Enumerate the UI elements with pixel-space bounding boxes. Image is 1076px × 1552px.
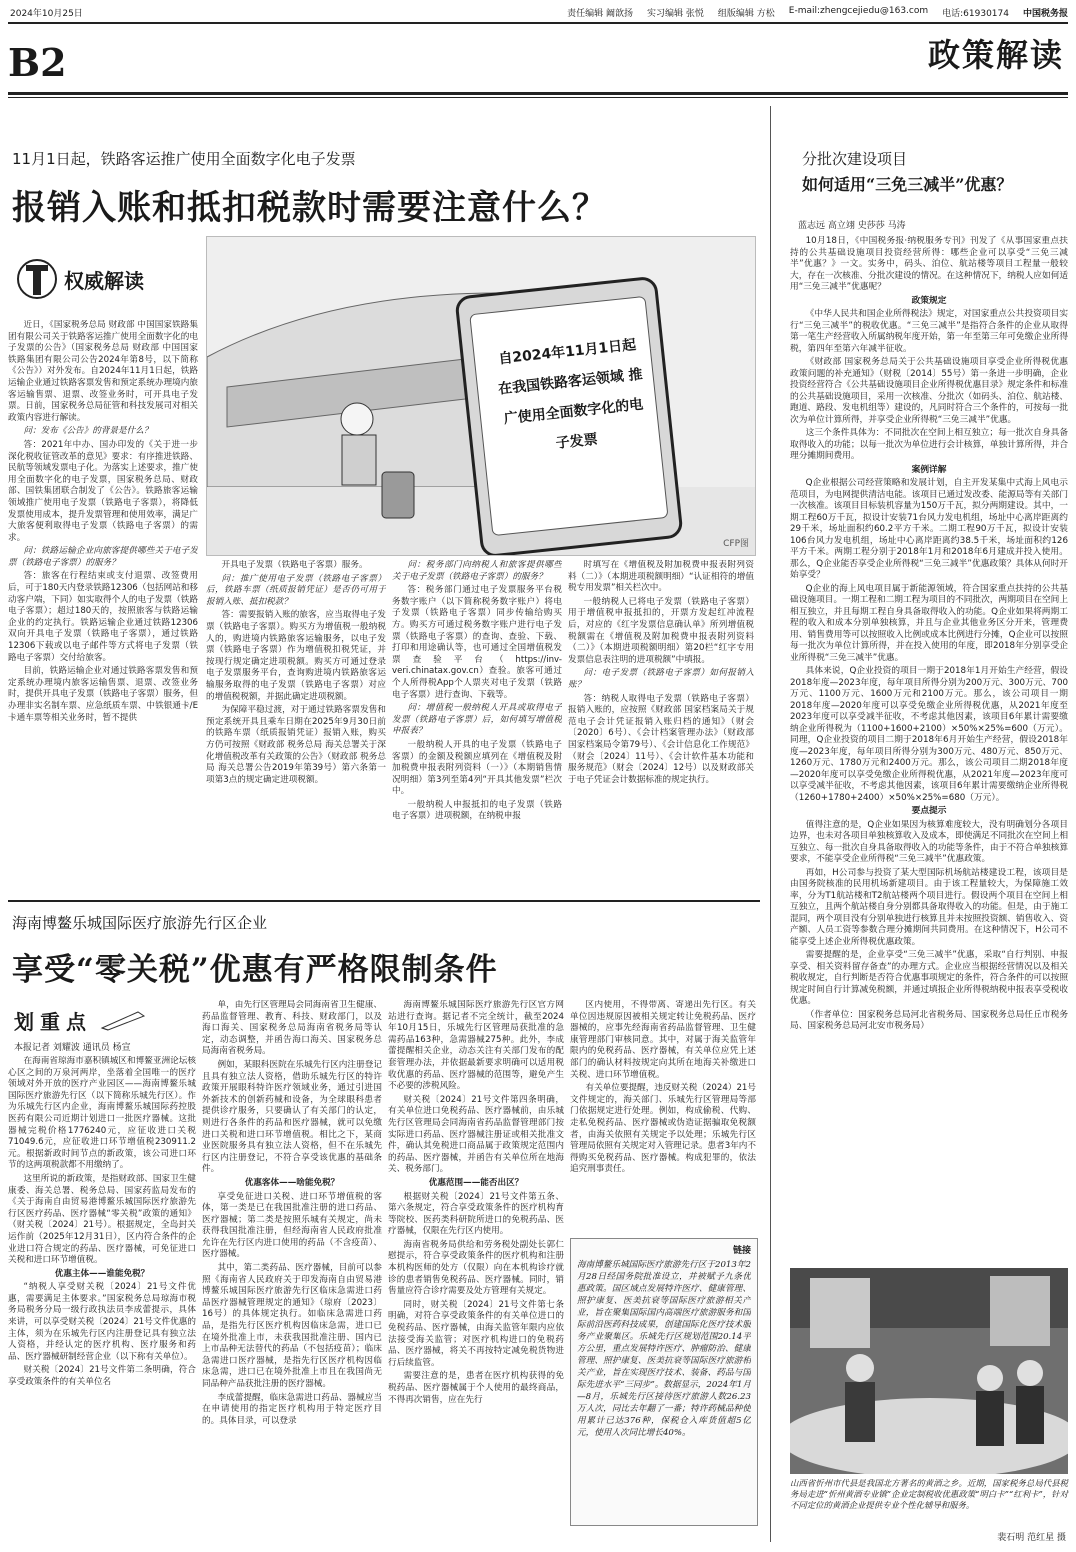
a3-c1-p1: 在海南省琼海市嘉积镇城区和博鳌亚洲论坛核心区之间的万泉河两岸，坐落着全国唯一的医疗领域对外开放的医疗产业园区——海南博鳌乐城国际医疗旅游先行区（以下简称乐城先行区）。作为乐城先行区内企业，海南博鳌乐城国际药控股医药有限公司近期计划进口一批医疗器械。这批器械完税价格1776240元，应征收进口关税71049.6元，应征收进口环节增值税230911.2元。根据新政时间节点的新政策，该公司进口环节的这两项税款都不用缴纳了。 — [8, 1056, 196, 1171]
a3-c3-p5: 同时，财关税〔2024〕21号文件第七条明确，对符合享受政策条件的有关单位进口的免税药品、医疗器械，由海关监管年限内应依法接受海关监管；对医疗机构进口的免税药品、医疗器械，将关不再按特定减免税货物进行后续监管。 — [388, 1299, 564, 1368]
proof-credit: 实习编辑 张悦 — [647, 9, 704, 19]
article2-body — [790, 236, 1068, 1252]
phone-contact: 电话:61930174 — [942, 9, 1009, 19]
a3-c2-p1: 单，由先行区管理局会同海南省卫生健康、药品监督管理、教育、科技、财政部门，以及海口海关、国家税务总局海南省税务局等认定，动态调整，并函告海口海关、国家税务总局海南省税务局。 — [202, 1000, 382, 1057]
section-title: 政策解读 — [927, 36, 1064, 74]
article3-column-4 — [570, 1000, 756, 1232]
a1-c3-p2: 一般纳税人开具的电子发票（铁路电子客票）的金额及税额应填列在《增值税及附加税费申报表附列资料（一）》（本期销售情况明细）第3列至第4列“开具其他发票”栏次中。 — [392, 739, 562, 797]
a3-c1-p2: 这里所说的新政策，是指财政部、国家卫生健康委、海关总署、税务总局、国家药监局发布的《关于海南自由贸易港博鳌乐城国际医疗旅游先行区医疗药品、医疗器械“零关税”政策的通知》（财关税〔2024〕21号）。根据规定，全岛封关运作前（2025年12月31日），区内符合条件的企业进口符合规定的药品、医疗器械，可免征进口关税和进口环节增值税。 — [8, 1173, 196, 1266]
a2-subhead-tips: 要点提示 — [911, 806, 947, 816]
a3-c4-p2: 有关单位要提醒，违反财关税（2024）21号文件规定的，海关部门、乐城先行区管理局等部门依据规定进行处理。例如，构成偷税、代购、走私免税药品、医疗器械或伪造证据骗取免税额者，由海关依照有关规定予以处理；乐城先行区管理局依照有关规定对入管理记录。患者3年内不得购买免税药品、医疗器械。构成犯罪的，依法追究刑事责任。 — [570, 1083, 756, 1175]
a1-c1-p4: 目前，铁路运输企业对通过铁路客票发售和预定系统办理境内旅客运输售票、退票、改签业务时，提供开具电子发票（铁路电子客票）服务，但办理非实名制车票、应急纸质车票、中铁银通卡/E卡通车票等相关业务时，暂不提供 — [8, 666, 198, 723]
header-rule-thin — [8, 97, 1068, 98]
page-number — [8, 40, 70, 86]
a2-p10: 需要提醒的是，企业享受“三免三减半”优惠，采取“自行判别、申报享受、相关资料留存备查”的办理方式。企业应当根据经营情况以及相关税收规定，自行判断是否符合优惠事项规定的条件，符合条件的可以按照规定时间自行计算减免税额，并通过填报企业所得税纳税申报表享受税收优惠。 — [790, 950, 1068, 1006]
a3-c3-p2: 财关税〔2024〕21号文件第四条明确，有关单位进口免税药品、医疗器械前，由乐城先行区管理局会同海南省药品监督管理部门按实际进口药品、医疗器械注册证或相关批准文件，确认其免税进口商品属于政策规定范围内的药品、医疗器械，并函告有关单位所在地海关、税务部门。 — [388, 1094, 564, 1175]
a2-subhead-policy: 政策规定 — [911, 295, 947, 306]
a3-c2-p4: 其中，第二类药品、医疗器械，目前可以参照《海南省人民政府关于印发海南自由贸易港博鳌乐城国际医疗旅游先行区临床急需进口药品医疗器械管理规定的通知》（琼府〔2023〕16号）的具体规定执行。如临床急需进口药品，是指先行区医疗机构因临床急需，进口已在境外批准上市，未获我国批准注册、国内已上市品种无法替代的药品（不包括疫苗）；临床急需进口医疗器械，是指先行区医疗机构因临床急需，进口已在境外批准上市且在我国尚无同品种产品获批注册的医疗器械。 — [202, 1263, 382, 1389]
a1-c2-p2: 答：需要报销入账的旅客，应当取得电子发票（铁路电子客票）。购买方为增值税一般纳税人的，购进境内铁路旅客运输服务，以电子发票（铁路电子客票）作为增值税扣税凭证，并按现行规定确定进项税额。购买方可通过登录电子发票服务平台，查询购进境内铁路旅客运输服务取得的电子发票（铁路电子客票）对应的增值税税额，并据此确定进项税额。 — [206, 610, 386, 702]
a1-c2-q1: 问：推广使用电子发票（铁路电子客票）后，铁路车票（纸质报销凭证）是否仍可用于报销入账、抵扣税款？ — [206, 573, 386, 607]
photo-caption: 山西省忻州市代县是我国北方著名的黄酒之乡。近期，国家税务总局代县税务局走进“忻州黄酒专业镇”企业定制税收优惠政策“明白卡”“红利卡”，针对不同定位的黄酒企业提供专业个性化辅导和服务。 — [790, 1478, 1068, 1510]
a2-p9: 再如，H公司参与投资了某大型国际机场航站楼建设工程，该项目是由国务院核准的民用机场新建项目。由于该工程量较大，为保障施工效率，分为T1航站楼和T2航站楼两个项目进行。假设两个项目在空间上相互独立，且两个航站楼自身分别都具备取得收入的功能。但是，由于施工混同，两个项目没有分别单独进行核算且并未按照投资额、销售收入、资产额、人员工资等参数合理分摊期间共同费用。在这种情况下，H公司不能享受上述企业所得税优惠政策。 — [790, 867, 1068, 947]
article3-headline: 享受“零关税”优惠有严格限制条件 — [12, 952, 498, 988]
article2-authors: 蓝志远 高立翊 史莎莎 马涛 — [798, 221, 906, 231]
a1-c1-p2: 答：2021年中办、国办印发的《关于进一步深化税收征管改革的意见》要求：有序推进铁路、民航等领域发票电子化。为落实上述要求，推广使用全面数字化的电子发票，国家税务总局、财政部、国铁集团联合制发了《公告》。铁路旅客运输领域推广使用电子发票（铁路电子客票），将降低发票使用成本，提升发票管理和使用效率，满足广大旅客便利取得电子发票（铁路电子客票）的需求。 — [8, 439, 198, 543]
illustration-credit: CFP图 — [723, 539, 749, 549]
a3-c2-subhead: 优惠客体——啥能免税？ — [244, 1177, 340, 1188]
news-photo — [790, 1268, 1068, 1474]
a2-p1: 10月18日，《中国税务报·纳税服务专刊》刊发了《从事国家重点扶持的公共基础设施项目投资经营所得：哪些企业可以享受“三免三减半”优惠？》一文。实务中，码头、泊位、航站楼等项目工程量一般较大，存在一次核准、分批次建设的情况。在这种情况下，纳税人应如何适用“三免三减半”优惠呢？ — [790, 236, 1068, 292]
article1-headline: 报销入账和抵扣税款时需要注意什么？ — [12, 188, 607, 228]
a3-c3-p3: 根据财关税〔2024〕21号文件第五条、第六条规定，符合享受政策条件的医疗机构育等院校、医药类科研院所进口的免税药品、医疗器械，仅限在先行区内使用。 — [388, 1191, 564, 1237]
a2-p2: 《中华人民共和国企业所得税法》规定，对国家重点公共投资项目实行“三免三减半”的税收优惠。“三免三减半”是指符合条件的企业从取得第一笔生产经营收入所属纳税年度开始，第一年至第三年可免缴企业所得税，第四年至第六年减半征收。 — [790, 309, 1068, 354]
top-rule — [8, 22, 1068, 24]
brewery-photo-image — [790, 1268, 1068, 1474]
article1-column-2 — [206, 560, 386, 892]
a3-c3-subhead: 优惠范围——能否出区？ — [428, 1177, 524, 1188]
a2-p11: （作者单位：国家税务总局河北省税务局、国家税务总局任丘市税务局、国家税务总局河北安市税务局） — [790, 1009, 1068, 1031]
related-link-box — [570, 1238, 758, 1526]
a1-c3-p3: 一般纳税人申报抵扣的电子发票（铁路电子客票）进项税额，在纳税申报 — [392, 799, 562, 822]
related-link-body: 海南博鳌乐城国际医疗旅游先行区于2013年2月28日经国务院批准设立，并被赋予九条优惠政策。国区域点发展特许医疗、健康管理、照护康复、医美抗衰等国际医疗旅游相关产业，旨在聚集国际国内高端医疗旅游服务和国际前沿医药科技成果，创建国际化医疗技术服务产业聚集区。乐城先行区规划范围20.14平方公里，重点发展特许医疗、肿瘤防治、健康管理、照护康复、医美抗衰等国际医疗旅游相关产业，旨在实现医疗技术、装备、药品与国际先进水平“三同步”。数据显示，2024年1月—8月，乐城先行区接待医疗旅游人数26.23万人次，同比去年翻了一番；特许药械品种使用累计已达376种，保税仓入库货值超5亿元，使用人次同比增长40%。 — [577, 1260, 751, 1438]
column-logo-authority — [16, 255, 166, 303]
column-logo-label: 权威解读 — [64, 268, 144, 293]
a2-p4: 这三个条件具体为：不同批次在空间上相互独立；每一批次自身具备取得收入的功能；以每一批次为单位进行会计核算，单独计算所得，并合理分摊期间费用。 — [790, 428, 1068, 461]
a3-c2-p3: 享受免征进口关税、进口环节增值税的客体，第一类是已在我国批准注册的进口药品、医疗器械；第二类是按照乐城有关规定，尚未获得我国批准注册，但经海南省人民政府批准允许在先行区内进口使用的药品（不含疫苗）、医疗器械。 — [202, 1191, 382, 1260]
a1-c1-q2: 问：铁路运输企业向旅客提供哪些关于电子发票（铁路电子客票）的服务？ — [8, 546, 198, 568]
a2-p5: Q企业根据公司经营策略和发展计划，自主开发某集中式海上风电示范项目，为电网提供清洁电能。该项目已通过发改委、能源局等有关部门一次核准。该项目目标装机容量为150万千瓦，拟分两期建设。其中，一期工程60万千瓦，拟设计安装71台风力发电机组，场址中心离岸距离约29千米，场址面积约60.2平方千米。二期工程90万千瓦，拟设计安装106台风力发电机组，场址中心离岸距离约38.5千米，场址面积约126平方千米。两期工程分别于2018年1月和2018年6月建成并投入使用。那么，Q企业能否享受企业所得税“三免三减半”优惠政策？具体从何时开始享受？ — [790, 478, 1068, 580]
a3-c3-p6: 需要注意的是，患者在医疗机构获得的免税药品、医疗器械属于个人使用的最终商品，不得再次销售，应在先行 — [388, 1371, 564, 1405]
email-contact: E-mail:zhengcejiedu@163.com — [788, 6, 929, 16]
a1-c3-q1: 问：税务部门向纳税人和旅客提供哪些关于电子发票（铁路电子客票）的服务？ — [392, 560, 562, 582]
a2-p7: 具体来说，Q企业投资的项目一期于2018年1月开始生产经营，假设2018年度—2023年度，每年项目所得分别为200万元、300万元、700万元、1100万元、1600万元和2100万元。那么，该公司项目一期2018年度—2020年度可以享受免缴企业所得税优惠，从2021年度至2023年度可以享受减半征收，不考虑其他因素，该项目6年累计需要缴纳企业所得税为（1100+1600+2100）×50%×25%=600（万元）。同理，Q企业投资的项目二期于2018年6月开始生产经营，假设2018年度—2023年度，每年项目所得分别为300万元、480万元、850万元、1260万元、1780万元和2400万元。那么，该公司项目二期2018年度—2020年度可以享受免缴企业所得税优惠，从2021年度—2023年度可以享受减半征收，不考虑其他因素，该项目6年累计需要缴纳企业所得税（1260+1780+2400）×50%×25%=680（万元）。 — [790, 666, 1068, 803]
a2-p3: 《财政部 国家税务总局关于公共基础设施项目享受企业所得税优惠政策问题的补充通知》（财税〔2014〕55号）第一条进一步明确，企业投资经营符合《公共基础设施项目企业所得税优惠目录》规定条件和标准的公共基础设施项目，采用一次核准、分批次（如码头、泊位、航站楼、跑道、路段、发电机组等）建设的，凡同时符合三个条件的，可按每一批次为单位计算所得，并享受企业所得税“三免三减半”优惠。 — [790, 357, 1068, 425]
a3-c3-p4: 海南省税务局供给和劳务税处副处长郭仁慰提示，符合享受政策条件的医疗机构和注册本机构医师的处方（仅限）向在本机构诊疗就诊的患者销售免税药品、医疗器械。同时，销售量应符合诊疗需要及处方管理有关规定。 — [388, 1239, 564, 1297]
a3-c1-p3: “纳税人享受财关税〔2024〕21号文件优惠，需要满足主体要求。”国家税务总局琼海市税务局税务分局一级行政执法员李成蕾提示，具体来讲，可以享受财关税〔2024〕21号文件优惠的主体，须为在乐城先行区内注册登记具有独立法人资格，并经认定的医疗机构、医疗服务和药品、医疗器械研制经营企业（以下称有关单位）。 — [8, 1282, 196, 1362]
a1-c1-q1: 问：发布《公告》的背景是什么？ — [23, 426, 153, 437]
a1-c2-p3: 为保障平稳过渡，对于通过铁路客票发售和预定系统开具且乘车日期在2025年9月30日前的铁路车票（纸质报销凭证）报销入账，购买方仍可按照《财政部 税务总局 海关总署关于深化增值税改革有关政策的公告》（财政部 税务总局 海关总署公告2019年第39号）第六条第一项第3点的规定确定进项税额。 — [206, 705, 386, 785]
editor-credit: 责任编辑 阚歆扬 — [567, 9, 634, 19]
issue-date: 2024年10月25日 — [10, 9, 83, 19]
column-logo-highlight — [14, 1002, 194, 1038]
paper-name: 中国税务报 — [1022, 9, 1068, 19]
article3-column-3 — [388, 1000, 564, 1526]
article1-illustration — [206, 236, 756, 556]
page-number-text: B2 — [8, 40, 67, 85]
column-logo-icon — [16, 257, 58, 301]
a1-c4-p1: 时填写在《增值税及附加税费申报表附列资料（二）》（本期进项税额明细）“认证相符的增值税专用发票”相关栏次中。 — [568, 560, 754, 594]
a3-c1-p4: 财关税〔2024〕21号文件第二条明确，符合享受政策条件的有关单位名 — [8, 1365, 196, 1388]
column-divider — [770, 106, 771, 1542]
a1-c1-p3: 答：旅客在行程结束或支付退票、改签费用后，可于180天内登录铁路12306（包括网站和移动客户端，下同）如实取得个人的电子发票（铁路电子客票）；超过180天的，按照旅客与铁路运输企业的约定执行。铁路运输企业通过铁路12306双向开具电子发票（铁路电子客票），通过铁路12306下载或以电子邮件等方式将电子发票（铁路电子客票）交付给旅客。 — [8, 571, 198, 663]
a2-subhead-case: 案例详解 — [911, 464, 947, 475]
article3-column-1 — [8, 1056, 196, 1526]
a1-c3-p1: 答：税务部门通过电子发票服务平台税务数字账户（以下简称税务数字账户）将电子发票（铁路电子客票）同步传输给购买方。购买方可通过税务数字账户进行电子发票（铁路电子客票）的查询、查验、下载、打印和用途确认等，也可通过全国增值税发票查验平台（https://inv-veri.chinatax.gov.cn）查验。旅客可通过个人所得税App个人票夹对电子发票（铁路电子客票）进行查询、下载等。 — [392, 585, 562, 700]
column-logo-highlight-label: 划重点 — [14, 1009, 92, 1034]
train-cartoon-image — [207, 237, 755, 555]
a1-c4-q1: 问：电子发票（铁路电子客票）如何报销入账？ — [568, 668, 754, 690]
article2-headline: 如何适用“三免三减半”优惠？ — [802, 175, 1013, 194]
illustration-poster-text: 自2024年11月1日起 在我国铁路客运领域 推广使用全面数字化的电子发票 — [497, 337, 645, 452]
a3-c4-p1: 区内使用，不得带离、寄递出先行区。有关单位因违规原因被相关规定转让免税药品、医疗器械的，应事先经海南省药品监督管理、卫生健康管理部门审核同意。其中，对属于海关监管年限内的免税药品、医疗器械，有关单位应凭上述部门的确认材料按规定向其所在地海关补缴进口关税、进口环节增值税。 — [570, 1000, 756, 1080]
article1-column-4 — [568, 560, 754, 892]
article1-column-1 — [8, 320, 198, 892]
article2-kicker: 分批次建设项目 — [802, 150, 908, 168]
a1-c2-p1: 开具电子发票（铁路电子客票）服务。 — [221, 560, 368, 570]
layout-credit: 组版编辑 方松 — [717, 9, 775, 19]
article3-byline: 本报记者 刘耀波 通讯员 杨宣 — [14, 1043, 131, 1053]
a1-c1-p1: 近日，《国家税务总局 财政部 中国国家铁路集团有限公司关于铁路客运推广使用全面数字化的电子发票的公告》（国家税务总局 财政部 中国国家铁路集团有限公司公告2024年第8号，以下简称《公告》）对外发布。自2024年11月1日起，铁路运输企业通过铁路客票发售和预定系统办理境内旅客运输售票、退票、改签业务时，可开具电子发票。日前，国家税务总局征管和科技发展司对相关政策内容进行解读。 — [8, 320, 198, 423]
a2-p6: Q企业的海上风电项目属于新能源领域，符合国家重点扶持的公共基础设施项目。一期工程和二期工程为项目的不同批次，两期项目在空间上相互独立，并且每期工程自身具备取得收入的功能。Q企业如果将两期工程的收入和成本分别单独核算，并且与企业其他业务区分开来，管理费用、销售费用等可以按照收入比例或成本比例进行分摊，Q企业可以按照每一批次为单位计算所得，并在投入使用的年度，即2018年分别享受企业所得税“三免三减半”优惠。 — [790, 583, 1068, 663]
article3-kicker: 海南博鳌乐城国际医疗旅游先行区企业 — [12, 914, 268, 932]
header-rule — [8, 92, 1068, 95]
a3-c3-p1: 海南博鳌乐城国际医疗旅游先行区官方网站进行查询。据记者不完全统计，截至2024年10月15日，乐城先行区管理局获批准的急需药品163种，急需器械275种。此外，李成蕾提醒相关企业，动态关注有关部门发布的配套管理办法，并依据最新要求明确可以适用税收优惠的药品、医疗器械的范围等，避免产生不必要的涉税风险。 — [388, 1000, 564, 1092]
a3-c2-p5: 李成蕾提醒，临床急需进口药品、器械应当在申请使用的指定医疗机构用于特定医疗目的。具体目录，可以登录 — [202, 1392, 382, 1426]
a3-c1-subhead: 优惠主体——谁能免税？ — [54, 1268, 150, 1279]
article-divider — [8, 900, 760, 902]
related-link-title: 链接 — [732, 1246, 751, 1256]
a1-c4-p2: 一般纳税人已将电子发票（铁路电子客票）用于增值税申报抵扣的，开票方发起红冲流程后，对应的《红字发票信息确认单》所列增值税税额需在《增值税及附加税费申报表附列资料（二）》（本期进项税额明细）第20栏“红字专用发票信息表注明的进项税额”中填报。 — [568, 596, 754, 665]
a2-p8: 值得注意的是，Q企业如果因为核算难度较大，没有明确划分各项目边界，也未对各项目单独核算收入及成本，即使满足不同批次在空间上相互独立、每一批次自身具备取得收入的功能等条件，由于不符合单独核算要求，不能享受企业所得税“三免三减半”优惠政策。 — [790, 819, 1068, 864]
a1-c4-p3: 答：纳税人取得电子发票（铁路电子客票）报销入账的，应按照《财政部 国家档案局关于规范电子会计凭证报销入账归档的通知》（财会〔2020〕6号）、《会计档案管理办法》（财政部 国家档案局令第79号）、《会计信息化工作规范》（财会〔2024〕11号）、《会计软件基本功能和服务规范》（财会〔2024〕12号）以及财政部关于电子凭证会计数据标准的规定执行。 — [568, 693, 754, 785]
article1-column-3 — [392, 560, 562, 892]
masthead-bar — [10, 6, 1068, 20]
a3-c2-p2: 例如，某眼科医院在乐城先行区内注册登记且具有独立法人资格，借助乐城先行区的特许政策开展眼科特许医疗领域业务，通过引进国外新技术的创新药械和设备，为全球眼科患者提供诊疗服务，只要确认了有关部门的认定，则进行各条件的药品和医疗器械，就可以免缴进口关税和进口环节增值税。相比之下，某商业医院服务具有独立法人资格，但不在乐城先行区内注册登记，不符合享受该优惠的基础条件。 — [202, 1059, 382, 1175]
a1-c3-q2: 问：增值税一般纳税人开具或取得电子发票（铁路电子客票）后，如何填写增值税申报表？ — [392, 703, 562, 737]
photo-credit: 裴石明 范红星 摄 — [997, 1533, 1066, 1543]
article1-kicker: 11月1日起，铁路客运推广使用全面数字化电子发票 — [12, 150, 356, 168]
pen-icon — [98, 1008, 148, 1032]
article3-column-2 — [202, 1000, 382, 1526]
